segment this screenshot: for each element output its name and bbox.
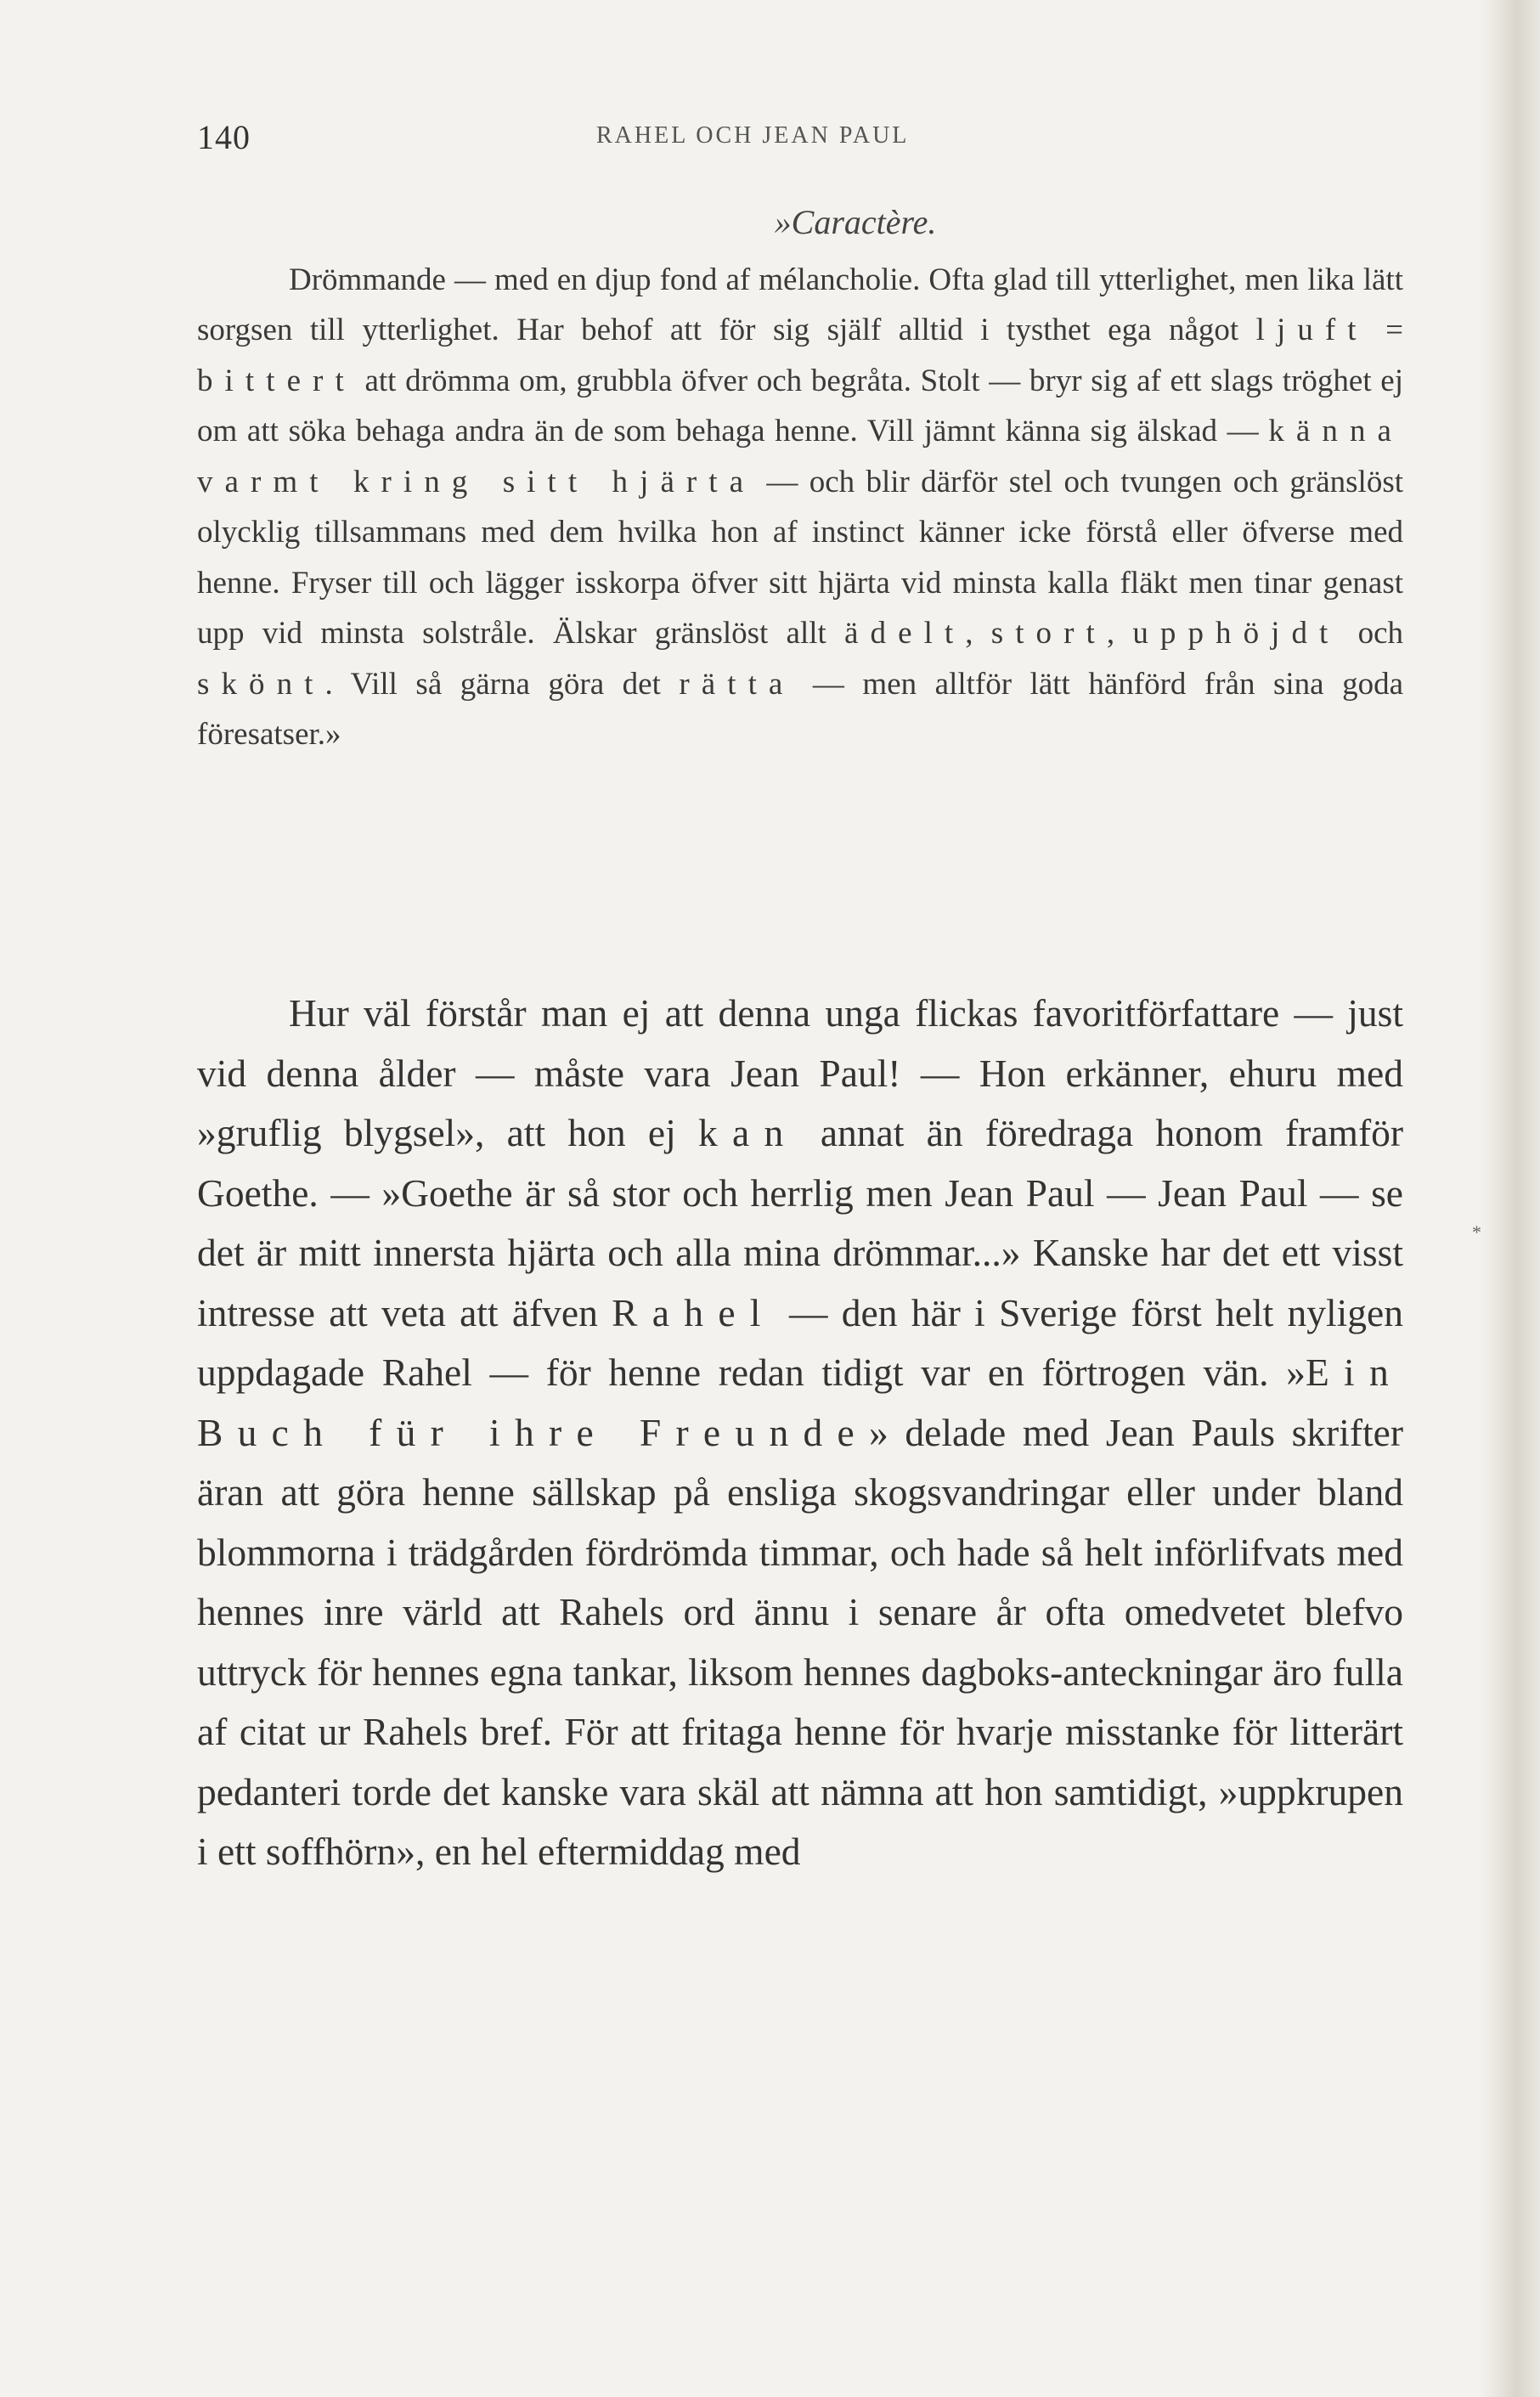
- body-text: — den här i Sverige först helt nyligen uppdagade Rahel — för henne redan tidigt var en förtrogen vän. »: [197, 1290, 1403, 1394]
- body-text: Hur väl förstår man ej att denna unga flickas favoritförfattare — just vid denna ålder — måste vara Jean Paul! — Hon erkänner, ehuru med »gruflig blygsel», att hon ej: [197, 991, 1403, 1154]
- spaced-emphasis: känna varmt kring sitt hjärta: [197, 414, 1403, 499]
- spaced-emphasis: ädelt: [844, 616, 966, 651]
- spaced-emphasis: ljuft: [1255, 313, 1368, 347]
- quoted-character-sketch: [197, 197, 1403, 760]
- spaced-emphasis: stort: [990, 616, 1107, 651]
- quote-text: ,: [965, 616, 991, 651]
- quote-text: och: [1340, 616, 1404, 651]
- page-header: [197, 117, 1403, 168]
- spaced-emphasis: Ein Buch für ihre Freunde: [197, 1351, 1403, 1454]
- spaced-emphasis: bittert: [197, 363, 356, 398]
- spaced-emphasis: skönt: [197, 666, 325, 702]
- margin-mark: *: [1472, 1221, 1481, 1243]
- quote-text: . Vill så gärna göra det: [324, 666, 680, 702]
- spaced-emphasis: Rahel: [612, 1290, 776, 1334]
- running-head: RAHEL OCH JEAN PAUL: [596, 122, 910, 149]
- main-body-text: [197, 984, 1403, 1882]
- quote-title: »Caractère.: [774, 203, 937, 241]
- quote-text: =: [1368, 313, 1403, 347]
- body-text: annat än föredraga honom framför Goethe. — »Goethe är så stor och herrlig men Jean Paul — Jean Paul — se det är mitt innersta hjärta och alla mina drömmar...» Kanske har det ett visst intresse att veta att äfven: [197, 1111, 1403, 1334]
- body-text: » delade med Jean Pauls skrifter äran att göra henne sällskap på ensliga skogsvandringar eller under bland blommorna i trädgården fördrömda timmar, och hade så helt införlifvats med hennes inre värld att Rahels ord ännu i senare år ofta omedvetet blefvo uttryck för hennes egna tankar, liksom hennes dagboks-anteckningar äro fulla af citat ur Rahels bref. För att fritaga henne för hvarje misstanke för litterärt pedanteri torde det kanske vara skäl att nämna att hon samtidigt, »uppkrupen i ett soffhörn», en hel eftermiddag med: [197, 1410, 1403, 1873]
- spaced-emphasis: rätta: [679, 666, 795, 702]
- quote-text: ,: [1106, 616, 1133, 651]
- quote-text: — och blir därför stel och tvungen och gränslöst olycklig tillsammans med dem hvilka hon af instinct känner icke förstå eller öfverse med henne. Fryser till och lägger isskorpa öfver sitt hjärta vid minsta kalla fläkt men tinar genast upp vid minsta solstråle. Älskar gränslöst allt: [197, 464, 1404, 651]
- quote-paragraph: [197, 255, 1403, 760]
- body-paragraph: [197, 984, 1403, 1882]
- spaced-emphasis: upphöjdt: [1132, 616, 1340, 651]
- page-edge-shadow: [1481, 0, 1540, 2397]
- spaced-emphasis: kan: [698, 1111, 798, 1154]
- page-number: 140: [197, 118, 251, 156]
- quote-text: att drömma om, grubbla öfver och begråta. Stolt — bryr sig af ett slags tröghet ej om att söka behaga andra än de som behaga henne. Vill jämnt känna sig älskad —: [197, 363, 1403, 448]
- quote-text: — men alltför lätt hänförd från sina goda föresatser.»: [197, 666, 1403, 752]
- quote-text: Drömmande — med en djup fond af mélancholie. Ofta glad till ytterlighet, men lika lätt sorgsen till ytterlighet. Har behof att för sig själf alltid i tysthet ega något: [197, 262, 1403, 347]
